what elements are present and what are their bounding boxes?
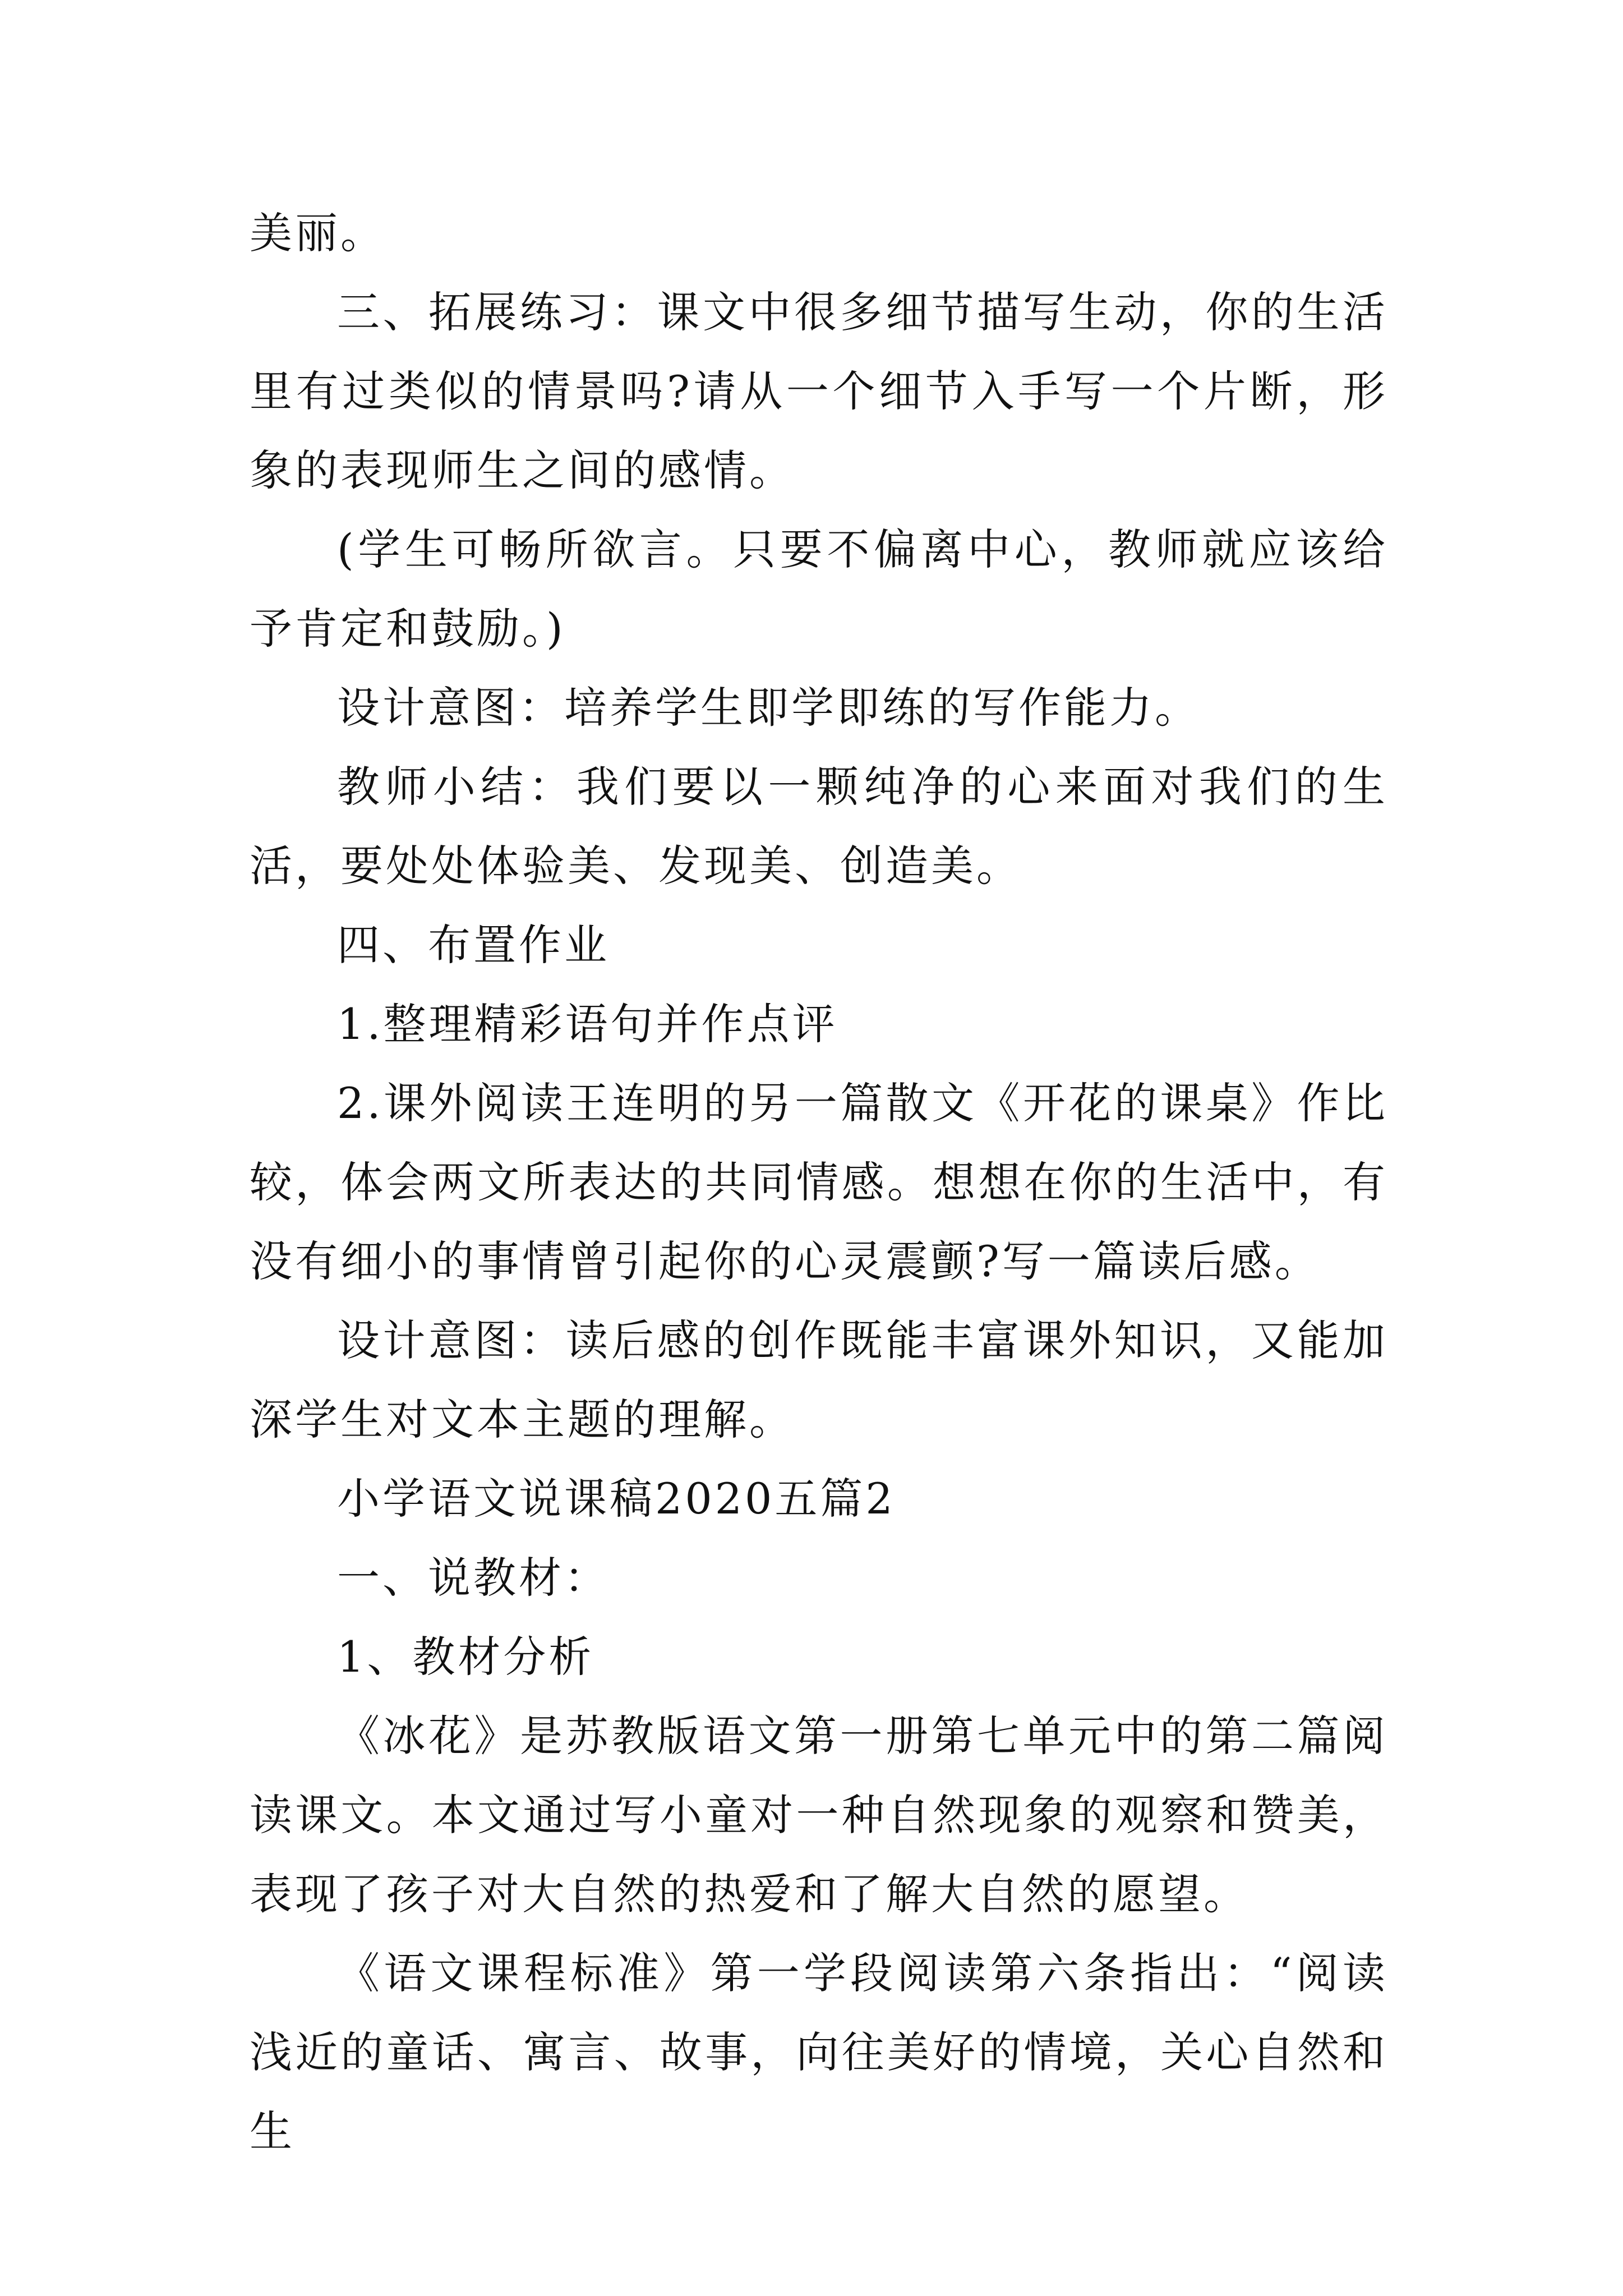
document-subtitle: 小学语文说课稿2020五篇2 xyxy=(337,1474,896,1524)
paragraph-extension-exercise: 三、拓展练习：课文中很多细节描写生动，你的生活里有过类似的情景吗?请从一个细节入手写一个片断，形象的表现师生之间的感情。 xyxy=(250,287,1388,495)
paragraph-curriculum-standard: 《语文课程标准》第一学段阅读第六条指出：“阅读浅近的童话、寓言、故事，向往美好的情境，关心自然和生 xyxy=(250,1948,1388,2156)
paragraph-design-intent-1: 设计意图：培养学生即学即练的写作能力。 xyxy=(337,683,1200,733)
paragraph-student-note: (学生可畅所欲言。只要不偏离中心，教师就应该给予肯定和鼓励。) xyxy=(250,524,1388,654)
paragraph-design-intent-2: 设计意图：读后感的创作既能丰富课外知识，又能加深学生对文本主题的理解。 xyxy=(250,1315,1388,1444)
paragraph-teacher-summary: 教师小结：我们要以一颗纯净的心来面对我们的生活，要处处体验美、发现美、创造美。 xyxy=(250,762,1388,891)
section-heading-textbook-analysis: 1、教材分析 xyxy=(337,1632,594,1682)
list-item-homework-2: 2.课外阅读王连明的另一篇散文《开花的课桌》作比较，体会两文所表达的共同情感。想想在你的生活中，有没有细小的事情曾引起你的心灵震颤?写一篇读后感。 xyxy=(250,1078,1388,1286)
section-heading-homework: 四、布置作业 xyxy=(337,920,610,970)
paragraph-textbook-analysis: 《冰花》是苏教版语文第一册第七单元中的第二篇阅读课文。本文通过写小童对一种自然现象的观察和赞美，表现了孩子对大自然的热爱和了解大自然的愿望。 xyxy=(250,1711,1388,1919)
section-heading-textbook: 一、说教材： xyxy=(337,1553,610,1603)
document-body xyxy=(250,194,1388,2171)
paragraph-continuation: 美丽。 xyxy=(250,208,386,258)
list-item-homework-1: 1.整理精彩语句并作点评 xyxy=(337,999,838,1049)
